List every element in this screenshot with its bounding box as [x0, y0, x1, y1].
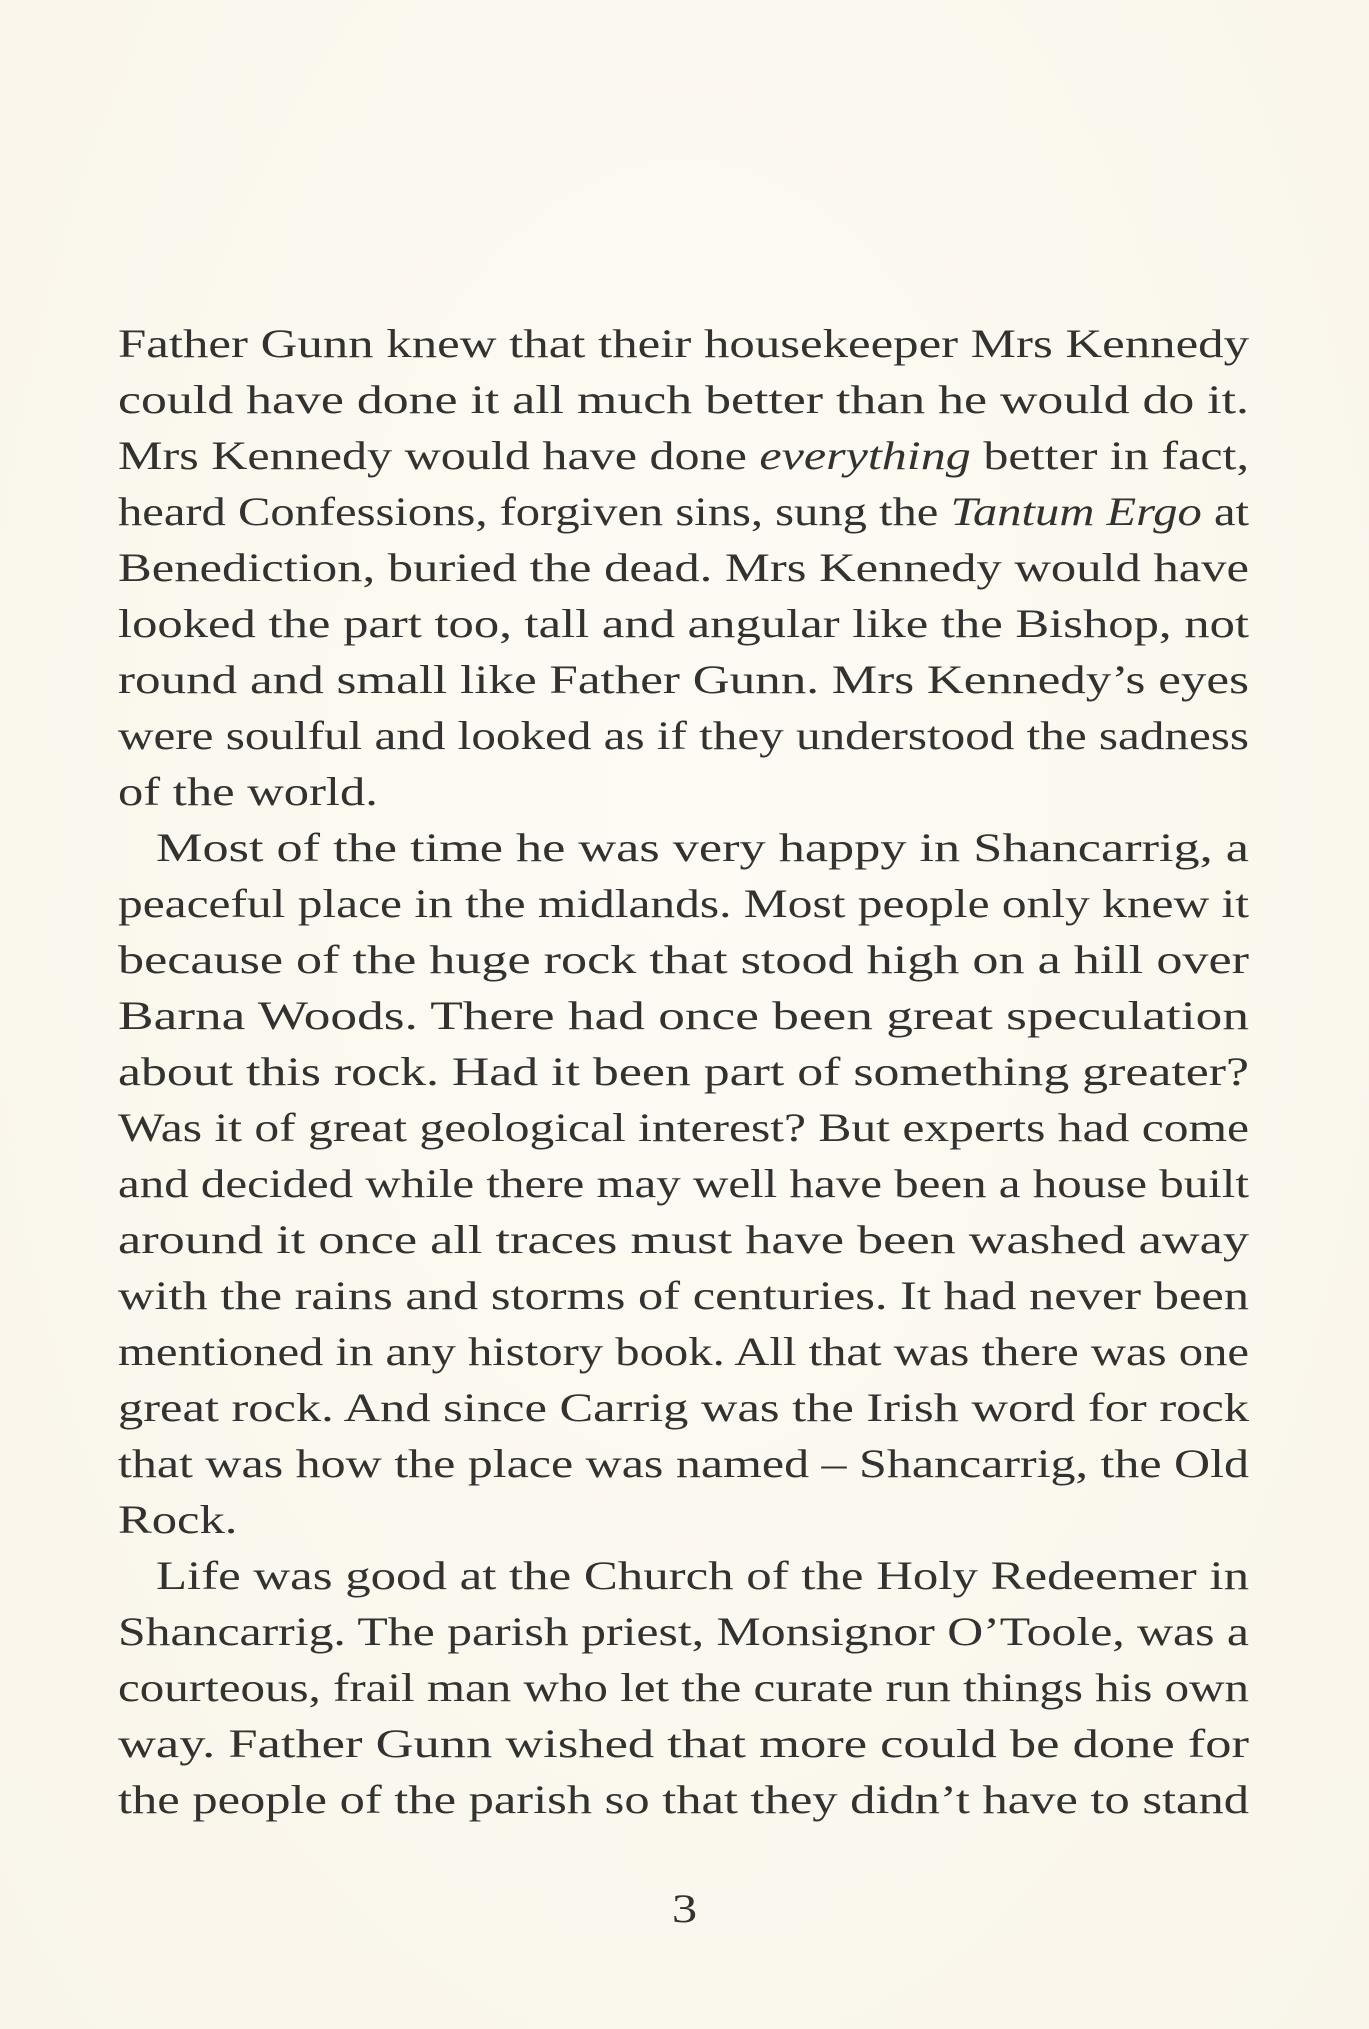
text-segment: looked the part too, tall and angular like the Bishop, not: [118, 601, 1249, 646]
text-segment: Rock.: [118, 1497, 238, 1542]
text-line-content: [118, 988, 1249, 1044]
text-line-content: [118, 316, 1249, 372]
text-segment: Was it of great geological interest? But experts had come: [118, 1105, 1249, 1150]
text-segment: around it once all traces must have been washed away: [118, 1217, 1249, 1262]
text-line: [118, 1716, 1249, 1772]
text-line: [118, 596, 1249, 652]
text-line: [118, 1212, 1249, 1268]
text-segment: could have done it all much better than he would do it.: [118, 377, 1249, 422]
text-line-content: [118, 1660, 1249, 1716]
text-segment: the people of the parish so that they didn’t have to stand: [118, 1777, 1249, 1822]
text-line: [118, 652, 1249, 708]
text-line-content: [118, 652, 1249, 708]
page-number: 3: [671, 1886, 698, 1931]
text-segment: mentioned in any history book. All that was there was one: [118, 1329, 1249, 1374]
text-line: [118, 540, 1249, 596]
text-line-content: [118, 876, 1249, 932]
text-segment: at: [1201, 489, 1249, 534]
text-segment: heard Confessions, forgiven sins, sung the: [118, 489, 951, 534]
text-segment: courteous, frail man who let the curate run things his own: [118, 1665, 1249, 1710]
text-line: [118, 1660, 1249, 1716]
text-line: [118, 932, 1249, 988]
text-segment: Shancarrig. The parish priest, Monsignor O’Toole, was a: [118, 1609, 1249, 1654]
text-line: [118, 1324, 1249, 1380]
text-line-content: [118, 540, 1249, 596]
text-line-content: [118, 372, 1249, 428]
text-segment: because of the huge rock that stood high on a hill over: [118, 937, 1249, 982]
text-line-content: [118, 596, 1249, 652]
text-segment: with the rains and storms of centuries. It had never been: [118, 1273, 1249, 1318]
text-line-content: [156, 820, 1249, 876]
text-line: [118, 708, 1249, 764]
italic-text: everything: [759, 433, 971, 478]
text-segment: round and small like Father Gunn. Mrs Kennedy’s eyes: [118, 657, 1249, 702]
text-line: [118, 1436, 1249, 1492]
text-line: [118, 764, 1249, 820]
text-segment: Mrs Kennedy would have done: [118, 433, 760, 478]
text-line-content: [118, 1604, 1249, 1660]
text-segment: Barna Woods. There had once been great speculation: [118, 993, 1249, 1038]
text-segment: Most of the time he was very happy in Shancarrig, a: [156, 825, 1249, 870]
text-line: [118, 484, 1249, 540]
text-line: [118, 820, 1249, 876]
text-line-content: [118, 1156, 1249, 1212]
text-line-content: [118, 932, 1249, 988]
body-text: [118, 316, 1249, 1828]
text-line-content: [156, 1548, 1249, 1604]
text-line: [118, 1044, 1249, 1100]
text-line: [118, 1100, 1249, 1156]
text-line: [118, 1772, 1249, 1828]
text-line-content: [118, 708, 1249, 764]
text-line: [118, 372, 1249, 428]
text-segment: Benediction, buried the dead. Mrs Kennedy would have: [118, 545, 1249, 590]
text-segment: that was how the place was named – Shancarrig, the Old: [118, 1441, 1249, 1486]
text-line-content: [118, 1324, 1249, 1380]
italic-text: Tantum Ergo: [950, 489, 1202, 534]
text-line-content: [118, 1772, 1249, 1828]
text-line: [118, 1548, 1249, 1604]
text-segment: better in fact,: [970, 433, 1249, 478]
text-line-content: [118, 1492, 237, 1548]
text-line: [118, 1156, 1249, 1212]
text-segment: great rock. And since Carrig was the Irish word for rock: [118, 1385, 1249, 1430]
text-line: [118, 988, 1249, 1044]
text-line-content: [118, 1044, 1249, 1100]
text-line-content: [118, 484, 1249, 540]
text-segment: Life was good at the Church of the Holy Redeemer in: [156, 1553, 1249, 1598]
text-line-content: [118, 1100, 1249, 1156]
text-segment: of the world.: [118, 769, 378, 814]
text-line: [118, 1268, 1249, 1324]
text-line: [118, 1604, 1249, 1660]
text-segment: and decided while there may well have been a house built: [118, 1161, 1249, 1206]
text-line-content: [118, 1268, 1249, 1324]
text-line: [118, 316, 1249, 372]
text-segment: about this rock. Had it been part of something greater?: [118, 1049, 1249, 1094]
text-line: [118, 876, 1249, 932]
text-line-content: [118, 1436, 1249, 1492]
text-segment: were soulful and looked as if they understood the sadness: [118, 713, 1249, 758]
text-line: [118, 1492, 1249, 1548]
text-segment: Father Gunn knew that their housekeeper Mrs Kennedy: [118, 321, 1249, 366]
text-segment: peaceful place in the midlands. Most people only knew it: [118, 881, 1249, 926]
text-line: [118, 1380, 1249, 1436]
text-line-content: [118, 1212, 1249, 1268]
text-segment: way. Father Gunn wished that more could be done for: [118, 1721, 1249, 1766]
text-line-content: [118, 1380, 1249, 1436]
text-line-content: [118, 1716, 1249, 1772]
text-line: [118, 428, 1249, 484]
text-line-content: [118, 764, 378, 820]
text-line-content: [118, 428, 1249, 484]
